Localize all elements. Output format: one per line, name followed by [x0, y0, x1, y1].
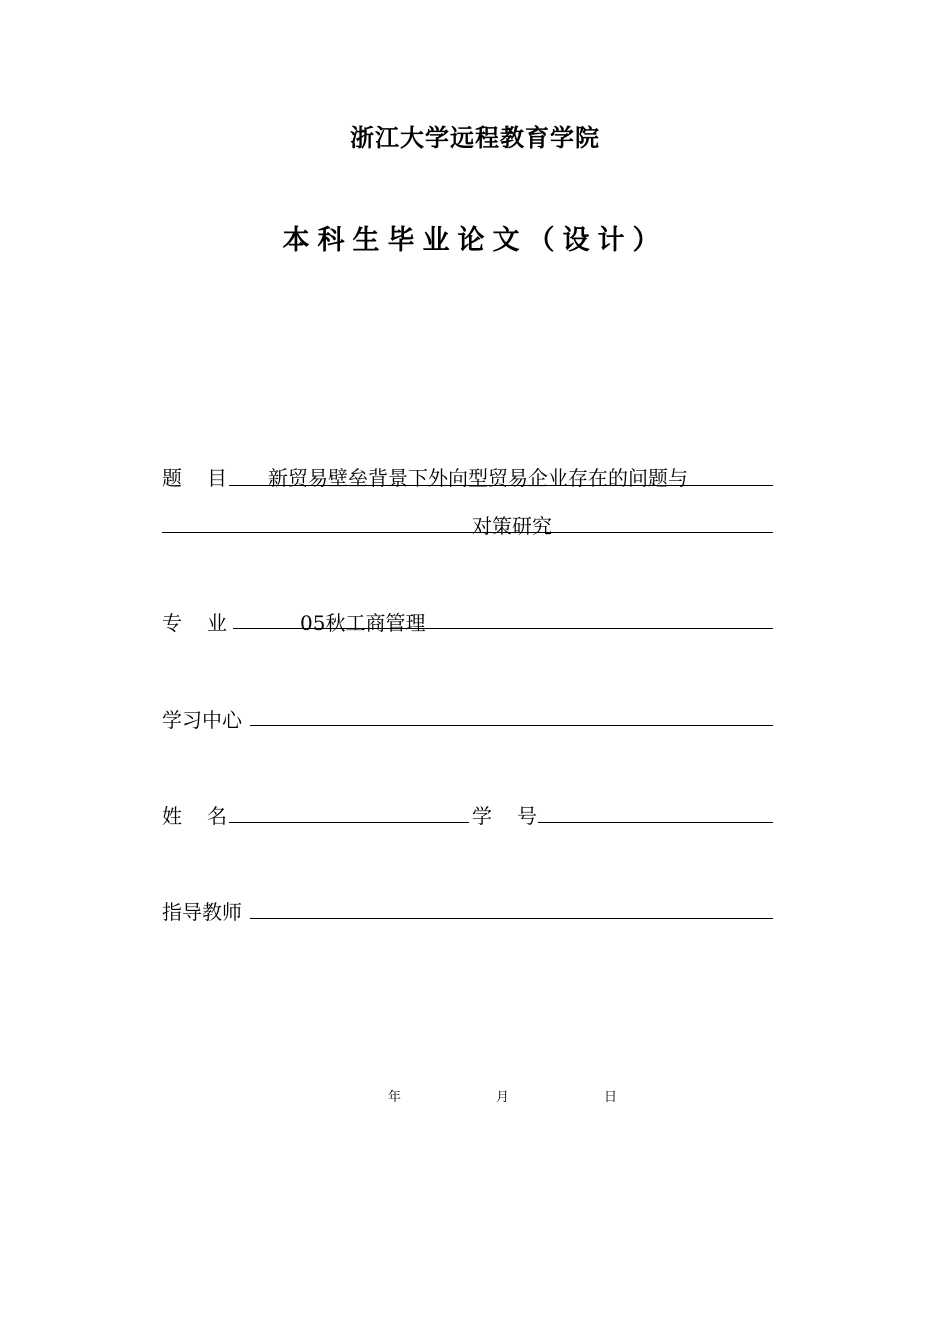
- date-month-label: 月: [496, 1090, 510, 1105]
- document-title: 本科生毕业论文（设计）: [282, 225, 668, 256]
- topic-value-line1[interactable]: 新贸易壁垒背景下外向型贸易企业存在的问题与: [268, 466, 688, 490]
- advisor-label: 指导教师: [162, 900, 242, 924]
- date-day-label: 日: [604, 1090, 618, 1105]
- major-label-b: 业: [207, 611, 227, 635]
- learning-center-label: 学习中心: [162, 708, 242, 732]
- date-year-label: 年: [388, 1090, 402, 1105]
- student-id-label-a: 学: [472, 804, 492, 828]
- major-label-a: 专: [162, 611, 182, 635]
- advisor-underline: [250, 918, 773, 919]
- topic-underline-1: [229, 485, 773, 486]
- student-id-underline: [538, 822, 773, 823]
- name-label-b: 名: [207, 804, 227, 828]
- topic-value-line2[interactable]: 对策研究: [472, 514, 552, 538]
- major-value[interactable]: 05秋工商管理: [300, 611, 426, 635]
- major-underline: [233, 628, 773, 629]
- name-label-a: 姓: [162, 804, 182, 828]
- student-id-label-b: 号: [517, 804, 537, 828]
- name-underline: [229, 822, 469, 823]
- topic-underline-2: [162, 532, 773, 533]
- institution-name: 浙江大学远程教育学院: [350, 124, 600, 152]
- learning-center-underline: [250, 725, 773, 726]
- topic-label-a: 题: [162, 466, 182, 490]
- topic-label-b: 目: [207, 466, 227, 490]
